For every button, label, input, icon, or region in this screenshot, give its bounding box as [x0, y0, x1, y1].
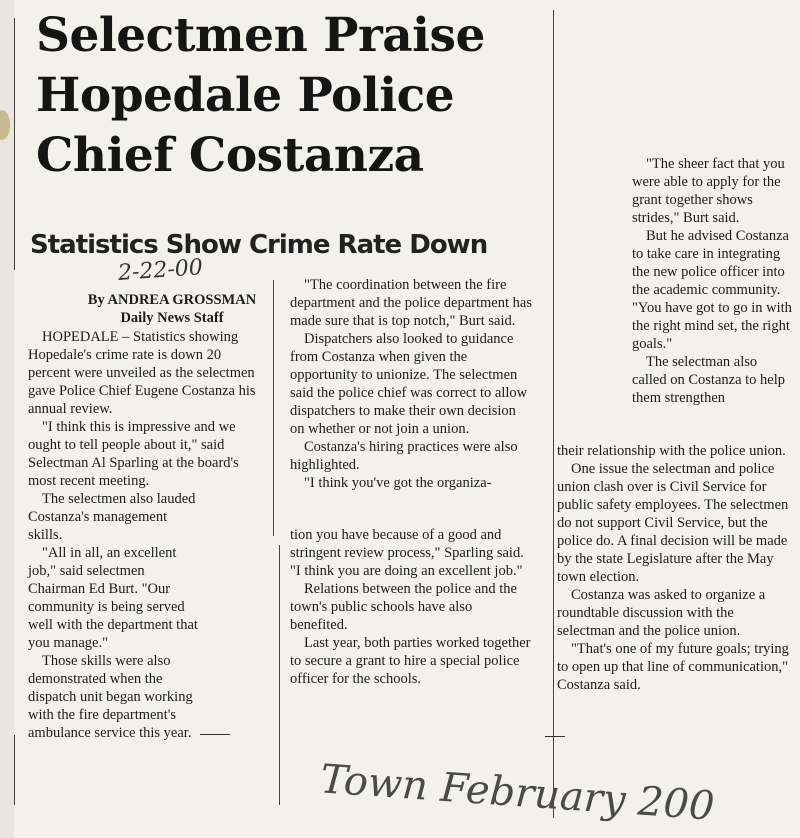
column2-paragraph: Last year, both parties worked together to secure a grant to hire a special police officer for the schools.: [290, 635, 531, 687]
column3-paragraph: Costanza was asked to organize a roundtable discussion with the selectman and the police union.: [557, 587, 766, 639]
column1-paragraph: "I think this is impressive and we ought to tell people about it," said Selectman Al Sparling at the board's most recent meeting.: [28, 419, 239, 489]
column3-paragraph: their relationship with the police union.: [557, 443, 786, 459]
byline: [52, 291, 292, 327]
column-3-wide: [557, 442, 795, 694]
left-border-rule-lower: [14, 735, 15, 805]
left-border-rule: [14, 18, 15, 270]
column2-break: [290, 492, 532, 526]
column2-paragraph: "I think you've got the organiza-: [304, 475, 492, 491]
byline-staff: Daily News Staff: [120, 310, 224, 326]
column1-paragraph: The selectmen also lauded Costanza's management skills.: [28, 491, 196, 543]
handwritten-date: 2-22-00: [117, 255, 204, 286]
column1-paragraph: "All in all, an excellent job," said selectmen Chairman Ed Burt. "Our community is being served well with the department that you manage.": [28, 545, 198, 651]
column1-paragraph: HOPEDALE – Statistics showing Hopedale's crime rate is down 20 percent were unveiled as the selectmen gave Police Chief Eugene Costanza his annual review.: [28, 329, 256, 417]
column3-paragraph: One issue the selectman and police union clash over is Civil Service for public safety employees. The selectmen do not support Civil Service, but the police do. A final decision will be made by the state Legislature after the May town election.: [557, 461, 789, 585]
column2-paragraph: "The coordination between the fire department and the police department has made sure that is top notch," Burt said.: [290, 277, 532, 329]
column2-paragraph: Dispatchers also looked to guidance from Costanza when given the opportunity to unionize. The selectmen said the police chief was correct to allow dispatchers to make their own decision on whether or not join a union.: [290, 331, 528, 437]
column-rule-2: [279, 545, 280, 805]
column2-dash: [545, 736, 565, 737]
column3-paragraph: The selectman also called on Costanza to help them strengthen: [632, 354, 786, 406]
column3-paragraph: "The sheer fact that you were able to apply for the grant together shows strides," Burt said.: [632, 156, 785, 226]
column-1: [28, 328, 262, 742]
subheadline: Statistics Show Crime Rate Down: [30, 230, 488, 260]
column2-paragraph: tion you have because of a good and stringent review process," Sparling said. "I think you are doing an excellent job.": [290, 527, 524, 579]
column2-paragraph: Relations between the police and the town's public schools have also benefited.: [290, 581, 517, 633]
column-2: [290, 276, 532, 688]
byline-author: By ANDREA GROSSMAN: [87, 292, 257, 308]
column3-paragraph: "That's one of my future goals; trying to open up that line of communication," Costanza said.: [557, 641, 789, 693]
handwritten-signature: Town February 200: [318, 756, 716, 830]
column1-paragraph: Those skills were also demonstrated when the dispatch unit began working with the fire department's ambulance service this year.: [28, 653, 193, 741]
column3-paragraph: But he advised Costanza to take care in integrating the new police officer into the academic community. "You have got to go in with the right mind set, the right goals.": [632, 228, 792, 352]
column1-dash: [200, 734, 230, 735]
column2-paragraph: Costanza's hiring practices were also highlighted.: [290, 439, 518, 473]
column-3-narrow: [632, 155, 792, 407]
right-column-rule: [553, 10, 554, 818]
headline: Selectmen Praise Hopedale Police Chief Costanza: [36, 8, 485, 183]
